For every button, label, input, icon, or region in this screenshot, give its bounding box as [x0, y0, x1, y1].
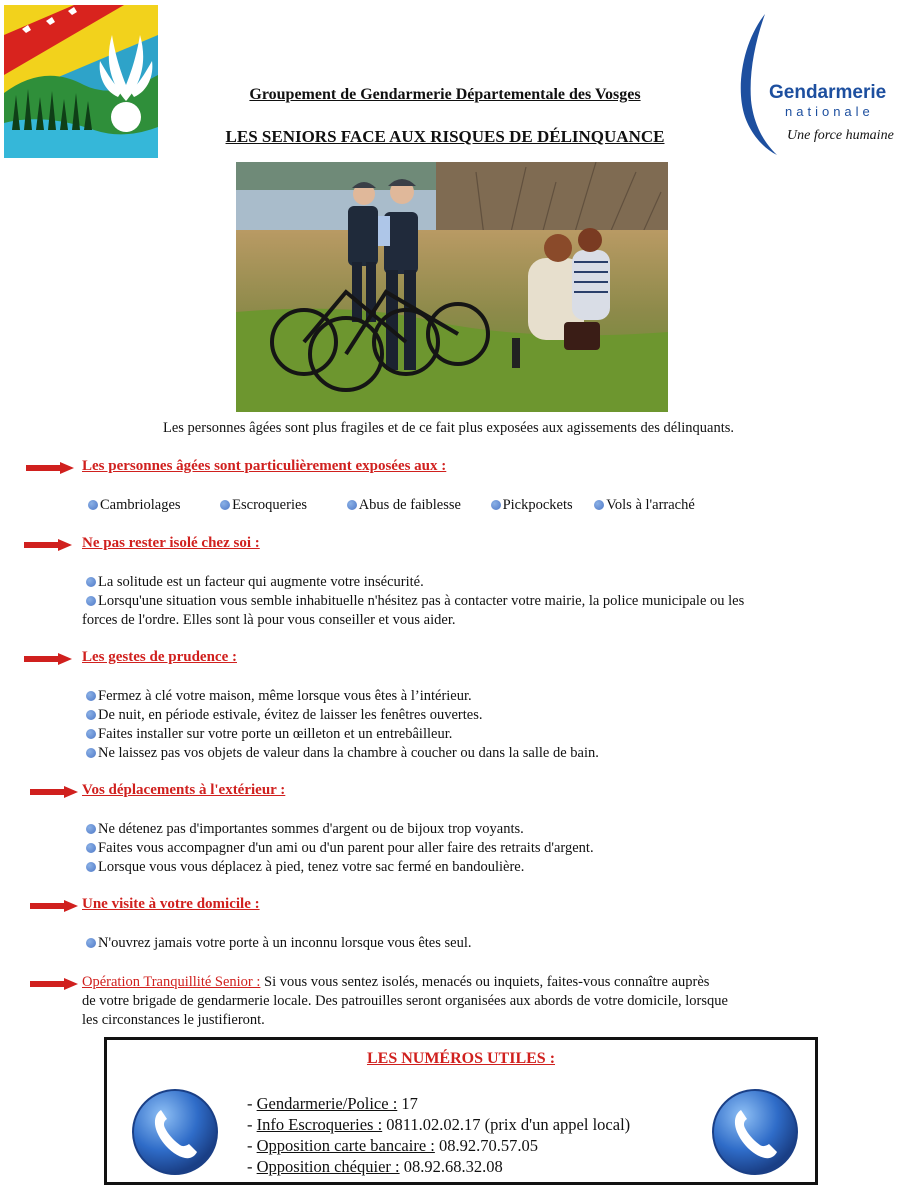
- vosges-logo: [4, 5, 158, 158]
- bullet-icon: [347, 500, 357, 510]
- logo-sub: nationale: [785, 104, 874, 119]
- bullet-icon: [88, 500, 98, 510]
- operation-line: de votre brigade de gendarmerie locale. Des patrouilles seront organisées aux abords de votre domicile, lorsque: [82, 993, 728, 1009]
- list-item: Faites installer sur votre porte un œilleton et un entrebâilleur.: [86, 725, 452, 744]
- bullet-icon: [86, 691, 96, 701]
- section-arrow-icon: [30, 899, 78, 917]
- bullet-icon: [86, 577, 96, 587]
- list-item: Lorsque vous vous déplacez à pied, tenez votre sac fermé en bandoulière.: [86, 858, 524, 877]
- list-item: Ne détenez pas d'importantes sommes d'argent ou de bijoux trop voyants.: [86, 820, 524, 839]
- gendarmerie-logo: [735, 12, 895, 157]
- useful-numbers-box: [104, 1037, 818, 1185]
- exposure-list: [88, 496, 731, 515]
- section-arrow-icon: [30, 977, 78, 995]
- operation-line: les circonstances le justifieront.: [82, 1012, 265, 1028]
- list-item: De nuit, en période estivale, évitez de laisser les fenêtres ouvertes.: [86, 706, 483, 725]
- logo-name: Gendarmerie: [769, 82, 887, 103]
- bullet-icon: [86, 729, 96, 739]
- bullet-icon: [86, 596, 96, 606]
- photo-gendarmes-seniors: [236, 162, 668, 412]
- page-title: LES SENIORS FACE AUX RISQUES DE DÉLINQUANCE: [225, 127, 665, 146]
- list-item: Lorsqu'une situation vous semble inhabituelle n'hésitez pas à contacter votre mairie, la police municipale ou les: [86, 592, 744, 611]
- section-title-isolation: Ne pas rester isolé chez soi :: [82, 535, 260, 551]
- bullet-icon: [491, 500, 501, 510]
- bullet-icon: [220, 500, 230, 510]
- photo-caption: Les personnes âgées sont plus fragiles et de ce fait plus exposées aux agissements des délinquants.: [163, 420, 734, 436]
- bullet-icon: [86, 710, 96, 720]
- operation-title: Opération Tranquillité Senior :: [82, 974, 261, 990]
- bullet-icon: [86, 862, 96, 872]
- section-arrow-icon: [24, 652, 72, 670]
- section-arrow-icon: [30, 785, 78, 803]
- section-title-home-visit: Une visite à votre domicile :: [82, 896, 260, 912]
- number-row: - Opposition chéquier : 08.92.68.32.08: [247, 1157, 503, 1176]
- section-arrow-icon: [26, 461, 74, 479]
- useful-numbers-title: LES NUMÉROS UTILES :: [366, 1050, 556, 1067]
- bullet-icon: [594, 500, 604, 510]
- section-title-exposure: Les personnes âgées sont particulièrement exposées aux :: [82, 458, 447, 474]
- org-title: Groupement de Gendarmerie Départementale des Vosges: [249, 86, 641, 103]
- list-item: Escroqueries: [220, 497, 307, 513]
- list-item: Ne laissez pas vos objets de valeur dans la chambre à coucher ou dans la salle de bain.: [86, 744, 599, 763]
- number-row: - Gendarmerie/Police : 17: [247, 1094, 418, 1113]
- number-row: - Info Escroqueries : 0811.02.02.17 (prix d'un appel local): [247, 1115, 631, 1134]
- bullet-icon: [86, 938, 96, 948]
- list-item: La solitude est un facteur qui augmente votre insécurité.: [86, 573, 424, 592]
- bullet-icon: [86, 843, 96, 853]
- section-title-outdoors: Vos déplacements à l'extérieur :: [82, 782, 286, 798]
- list-item: Abus de faiblesse: [347, 497, 461, 513]
- list-item: N'ouvrez jamais votre porte à un inconnu lorsque vous êtes seul.: [86, 934, 471, 953]
- number-row: - Opposition carte bancaire : 08.92.70.57.05: [247, 1136, 538, 1155]
- logo-motto: Une force humaine: [787, 128, 894, 143]
- bullet-icon: [86, 748, 96, 758]
- list-item: Cambriolages: [88, 497, 181, 513]
- list-item: Vols à l'arraché: [594, 497, 695, 513]
- phone-icon: [711, 1088, 799, 1181]
- list-item: Faites vous accompagner d'un ami ou d'un parent pour aller faire des retraits d'argent.: [86, 839, 594, 858]
- section-title-prudence: Les gestes de prudence :: [82, 649, 237, 665]
- operation-paragraph: Opération Tranquillité Senior : Si vous vous sentez isolés, menacés ou inquiets, faites-vous connaître auprès: [82, 974, 710, 990]
- list-item-continuation: forces de l'ordre. Elles sont là pour vous conseiller et vous aider.: [82, 612, 456, 628]
- list-item: Fermez à clé votre maison, même lorsque vous êtes à l’intérieur.: [86, 687, 472, 706]
- list-item: Pickpockets: [491, 497, 573, 513]
- phone-icon: [131, 1088, 219, 1181]
- section-arrow-icon: [24, 538, 72, 556]
- bullet-icon: [86, 824, 96, 834]
